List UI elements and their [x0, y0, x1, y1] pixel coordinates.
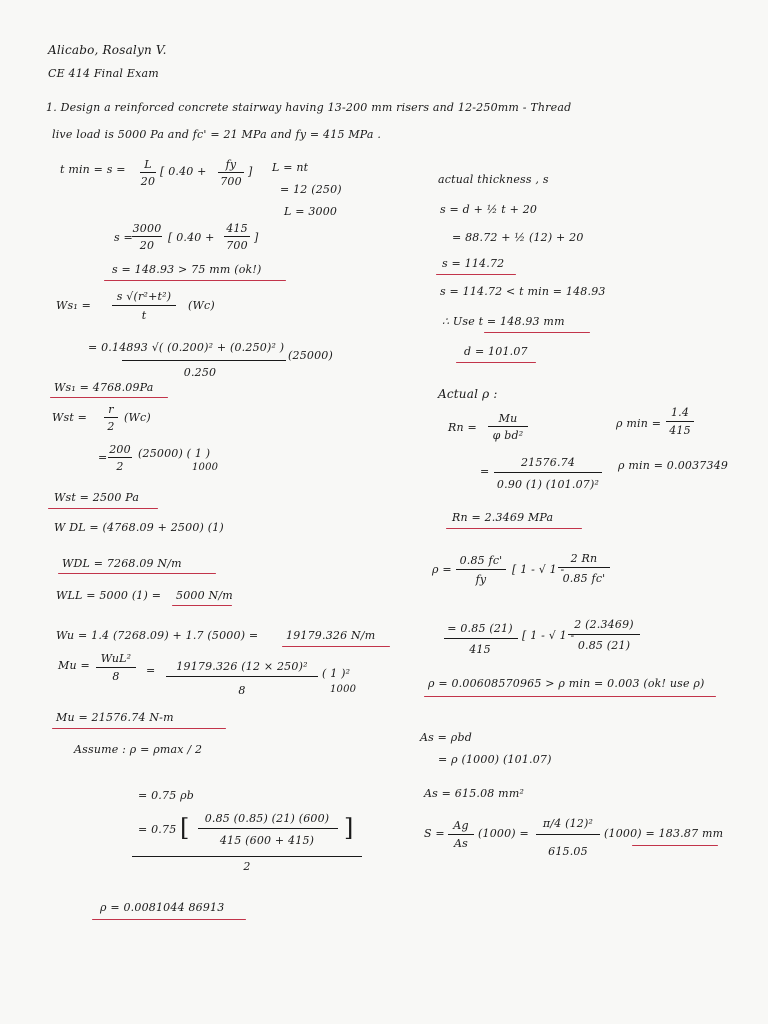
s-eq-3-underline — [436, 274, 516, 275]
use-t-underline — [484, 332, 590, 333]
problem-line-1: 1. Design a reinforced concrete stairway having 13-200 mm risers and 12-250mm - Thread — [46, 101, 572, 114]
as-eq-3: As = 615.08 mm² — [424, 787, 525, 800]
wst-sub-tail2: 1000 — [192, 462, 219, 473]
ws1-result-underline — [50, 397, 168, 398]
spacing-num2: π/4 (12)² — [542, 817, 594, 830]
tmin-frac-num: L — [144, 158, 152, 171]
spacing-tail: (1000) = 183.87 mm — [604, 827, 724, 840]
mu-eq: = — [146, 664, 156, 677]
tmin-close: ] — [248, 165, 253, 178]
mu-sub-den: 8 — [238, 684, 246, 697]
rhomin-den: 415 — [669, 424, 691, 437]
rn-result: Rn = 2.3469 MPa — [452, 511, 554, 524]
wll-eq: WLL = 5000 (1) = — [56, 589, 162, 602]
wst-result-underline — [48, 508, 158, 509]
rho-num: 0.85 (0.85) (21) (600) — [204, 812, 330, 825]
tmin-frac-bar — [140, 172, 156, 173]
wst-wc: (Wc) — [124, 411, 151, 424]
mu-num: WuL² — [100, 652, 132, 665]
rho-bar — [198, 828, 338, 829]
as-eq-2: = ρ (1000) (101.07) — [438, 753, 552, 766]
tmin-fy-bar — [218, 172, 244, 173]
rhomin-num: 1.4 — [670, 406, 690, 419]
rho-b-eq: = 0.75 ρb — [138, 789, 195, 802]
rho-f-lhs: ρ = — [432, 563, 452, 576]
mu-sub-bar — [166, 676, 318, 677]
wst-den: 2 — [107, 420, 115, 433]
s-fy-num: 415 — [226, 222, 248, 235]
ws1-sub: = 0.14893 √( (0.200)² + (0.250)² ) — [88, 341, 285, 354]
tmin-frac-den: 20 — [140, 175, 156, 188]
wst-sub-den: 2 — [116, 460, 124, 473]
rho-check-underline — [424, 696, 716, 697]
ws1-den: t — [141, 309, 147, 322]
rn-sub-num: 21576.74 — [520, 456, 576, 469]
spacing-mid: (1000) = — [478, 827, 529, 840]
problem-line-2: live load is 5000 Pa and fc' = 21 MPa and fy = 415 MPa . — [52, 128, 382, 141]
rho-f-in-num: 2 Rn — [570, 552, 598, 565]
spacing-den: As — [454, 837, 468, 850]
rn-result-underline — [446, 528, 582, 529]
rho-f-bracket: [ 1 - √ 1 - — [512, 563, 565, 576]
rhomin-lhs: ρ min = — [616, 417, 662, 430]
L-eq-3: L = 3000 — [284, 205, 338, 218]
actual-thickness-heading: actual thickness , s — [438, 173, 549, 186]
s-bar — [132, 236, 162, 237]
spacing-bar — [448, 834, 474, 835]
rho-f-num: 0.85 fc' — [459, 554, 503, 567]
s-fy-den: 700 — [226, 239, 248, 252]
rn-lhs: Rn = — [448, 421, 477, 434]
d-value: d = 101.07 — [464, 345, 528, 358]
rho-sub-in-bar — [568, 634, 640, 635]
rn-sub-bar — [494, 472, 602, 473]
mu-bar — [96, 667, 136, 668]
tmin-fy-num: fy — [225, 158, 237, 171]
s-eq-1: s = d + ½ t + 20 — [440, 203, 538, 216]
rhomin-bar — [666, 421, 694, 422]
wst-bar — [104, 417, 118, 418]
tmin-lhs: t min = s = — [60, 163, 126, 176]
as-eq-1: As = ρbd — [420, 731, 472, 744]
s-result-underline — [104, 280, 286, 281]
ws1-wc: (Wc) — [188, 299, 215, 312]
ws1-sub-den: 0.250 — [183, 366, 217, 379]
wdl-eq: W DL = (4768.09 + 2500) (1) — [54, 521, 224, 534]
rhomin-value: ρ min = 0.0037349 — [618, 459, 729, 472]
wst-lhs: Wst = — [52, 411, 88, 424]
s-bracket: [ 0.40 + — [168, 231, 215, 244]
s-fy-bar — [224, 236, 250, 237]
rho-sub-bar — [444, 638, 518, 639]
tmin-fy-den: 700 — [220, 175, 242, 188]
ws1-sub-bar — [122, 360, 286, 361]
rho-sub-in-num: 2 (2.3469) — [574, 618, 634, 631]
ws1-bar — [112, 305, 176, 306]
rn-den: φ bd² — [492, 429, 524, 442]
rho-check-result: ρ = 0.00608570965 > ρ min = 0.003 (ok! use ρ) — [428, 677, 705, 690]
L-eq-1: L = nt — [272, 161, 309, 174]
wll-result: 5000 N/m — [176, 589, 233, 602]
mu-den: 8 — [112, 670, 120, 683]
s-den: 20 — [139, 239, 155, 252]
s-eq-4: s = 114.72 < t min = 148.93 — [440, 285, 606, 298]
use-t: ∴ Use t = 148.93 mm — [442, 315, 565, 328]
wst-result: Wst = 2500 Pa — [54, 491, 140, 504]
rho-half: 2 — [243, 860, 251, 873]
ws1-result: Ws₁ = 4768.09Pa — [54, 381, 154, 394]
ws1-sub-tail: (25000) — [288, 349, 333, 362]
rho-sub-num: = 0.85 (21) — [447, 622, 513, 635]
mu-sub-num: 19179.326 (12 × 250)² — [176, 660, 308, 673]
rho-f-in-bar — [558, 567, 610, 568]
spacing-underline — [632, 845, 718, 846]
wst-sub-bar — [108, 457, 132, 458]
rn-sub-den: 0.90 (1) (101.07)² — [496, 478, 600, 491]
rho-sub-bracket: [ 1 - √ 1 - — [522, 629, 575, 642]
L-eq-2: = 12 (250) — [280, 183, 342, 196]
ws1-num: s √(r²+t²) — [116, 290, 172, 303]
course-title: CE 414 Final Exam — [48, 67, 159, 80]
wst-sub-tail: (25000) ( 1 ) — [138, 447, 211, 460]
rho-sub-den: 415 — [469, 643, 491, 656]
rho-eq: = 0.75 — [138, 823, 177, 836]
actual-rho-heading: Actual ρ : — [438, 387, 498, 401]
tmin-bracket: [ 0.40 + — [160, 165, 207, 178]
s-num: 3000 — [132, 222, 162, 235]
spacing-bar2 — [536, 834, 600, 835]
ws1-lhs: Ws₁ = — [56, 299, 92, 312]
rho-f-bar — [456, 569, 506, 570]
rho-f-in-den: 0.85 fc' — [562, 572, 606, 585]
s-close: ] — [254, 231, 259, 244]
rho-bracket-open: [ — [180, 814, 190, 842]
rho-result: ρ = 0.0081044 86913 — [100, 901, 225, 914]
rho-den: 415 (600 + 415) — [219, 834, 315, 847]
assume-rho: Assume : ρ = ρmax / 2 — [74, 743, 203, 756]
mu-lhs: Mu = — [58, 659, 90, 672]
wu-eq: Wu = 1.4 (7268.09) + 1.7 (5000) = — [56, 629, 259, 642]
wst-sub-eq: = — [98, 451, 108, 464]
rho-half-bar — [132, 856, 362, 857]
wst-num: r — [108, 403, 114, 416]
wu-result-underline — [282, 646, 390, 647]
wu-result: 19179.326 N/m — [286, 629, 376, 642]
spacing-den2: 615.05 — [548, 845, 588, 858]
mu-result-underline — [52, 728, 226, 729]
spacing-num: Ag — [453, 819, 469, 832]
s-result: s = 148.93 > 75 mm (ok!) — [112, 263, 262, 276]
wdl-result: WDL = 7268.09 N/m — [62, 557, 182, 570]
wst-sub-num: 200 — [109, 443, 131, 456]
rn-bar — [488, 426, 528, 427]
s-eq-3: s = 114.72 — [442, 257, 505, 270]
s-lhs: s = — [114, 231, 133, 244]
student-name: Alicabo, Rosalyn V. — [48, 43, 167, 57]
mu-sub-tail: ( 1 )² — [322, 667, 351, 680]
rho-sub-in-den: 0.85 (21) — [577, 639, 631, 652]
spacing-lhs: S = — [424, 827, 445, 840]
d-value-underline — [456, 362, 536, 363]
rho-bracket-close: ] — [344, 814, 354, 842]
mu-result: Mu = 21576.74 N-m — [56, 711, 174, 724]
wdl-result-underline — [58, 573, 216, 574]
rho-f-den: fy — [475, 573, 487, 586]
rho-result-underline — [92, 919, 246, 920]
wll-result-underline — [172, 605, 232, 606]
s-eq-2: = 88.72 + ½ (12) + 20 — [452, 231, 584, 244]
mu-sub-tail2: 1000 — [330, 684, 357, 695]
rn-num: Mu — [498, 412, 518, 425]
rn-sub-eq: = — [480, 465, 490, 478]
